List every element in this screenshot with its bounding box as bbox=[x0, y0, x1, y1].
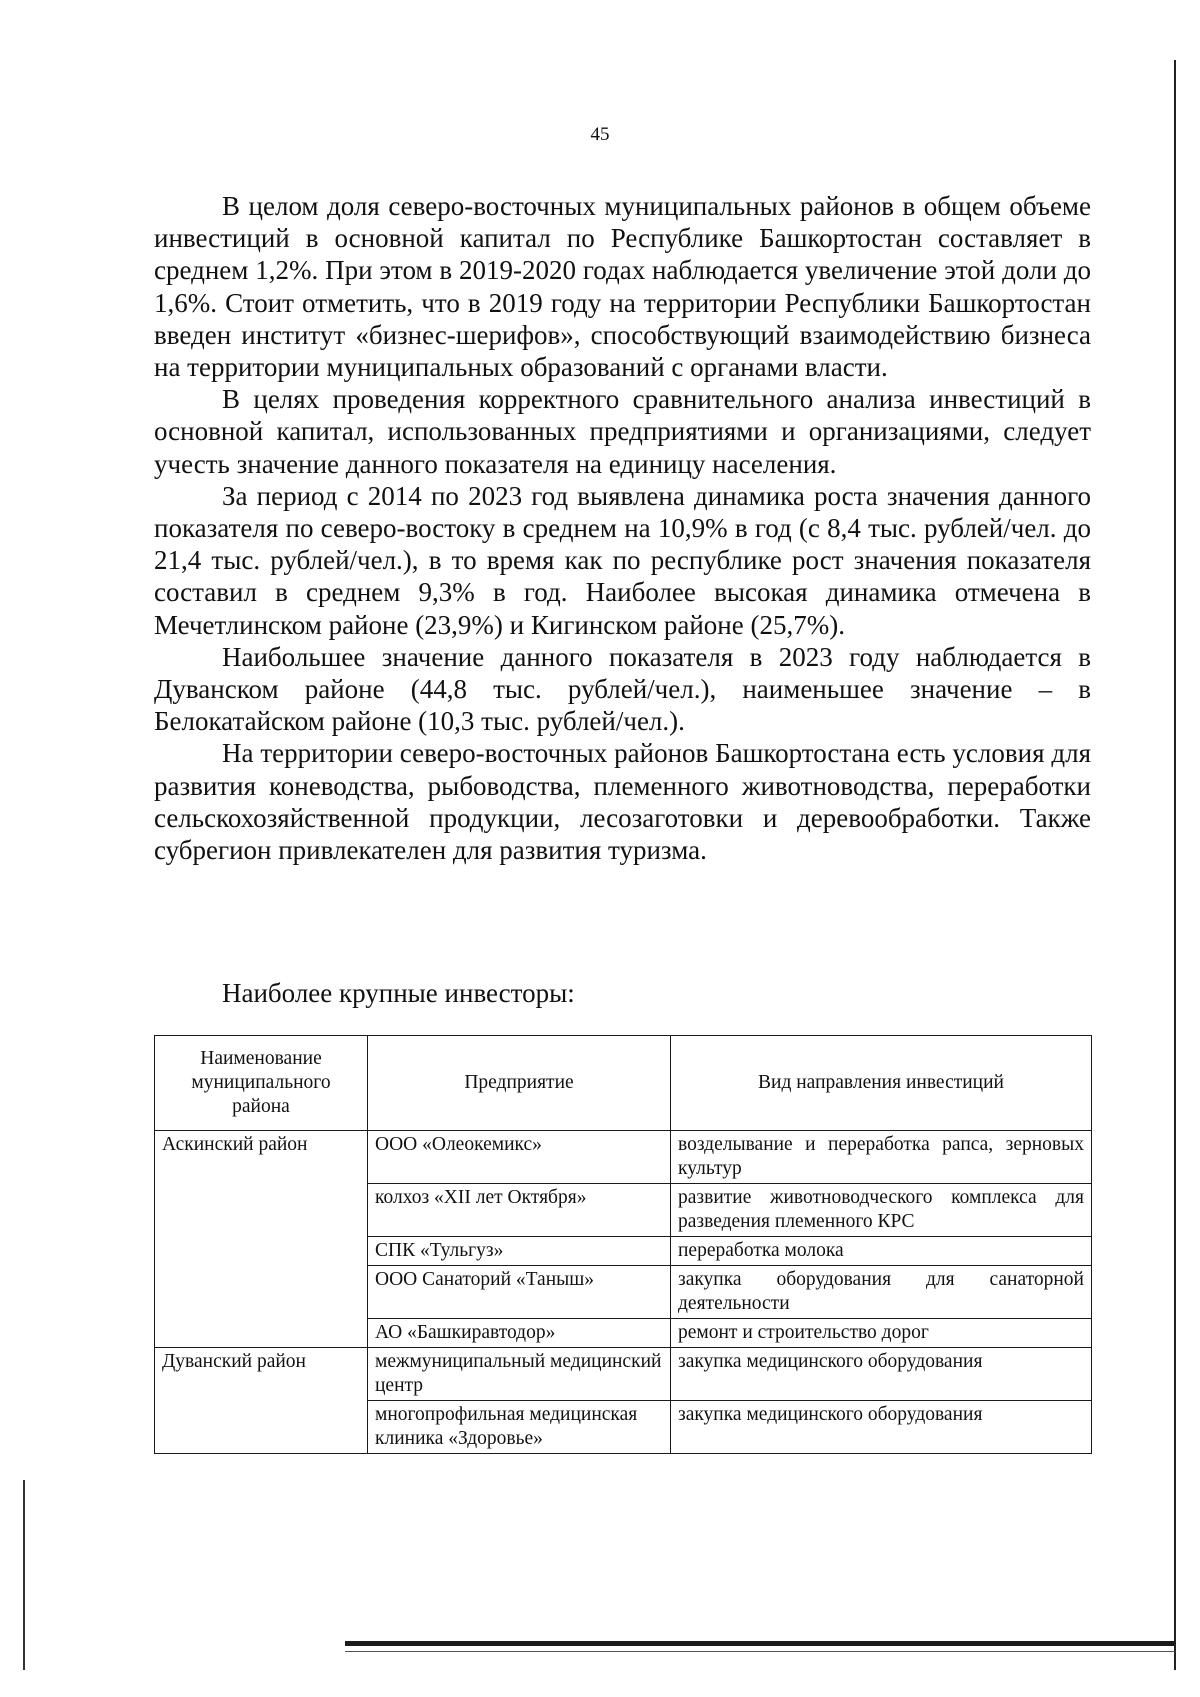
district-cell: Аскинский район bbox=[155, 1131, 368, 1348]
table-row bbox=[155, 1348, 1092, 1401]
paragraph: В целом доля северо-восточных муниципальных районов в общем объеме инвестиций в основной капитал по Республике Башкортостан составляет в среднем 1,2%. При этом в 2019-2020 годах наблюдается увеличение этой доли до 1,6%. Стоит отметить, что в 2019 году на территории Республики Башкортостан введен институт «бизнес-шерифов», способствующий взаимодействию бизнеса на территории муниципальных образований с органами власти. bbox=[154, 191, 1091, 383]
scan-border-right bbox=[1174, 60, 1176, 1670]
district-cell: Дуванский район bbox=[155, 1348, 368, 1454]
activity-cell: ремонт и строительство дорог bbox=[671, 1319, 1092, 1348]
activity-cell: возделывание и переработка рапса, зерновых культур bbox=[671, 1131, 1092, 1184]
table-intro: Наиболее крупные инвесторы: bbox=[222, 978, 575, 1008]
enterprise-cell: АО «Башкиравтодор» bbox=[368, 1319, 671, 1348]
enterprise-cell: ООО «Олеокемикс» bbox=[368, 1131, 671, 1184]
paragraph: За период с 2014 по 2023 год выявлена динамика роста значения данного показателя по северо-востоку в среднем на 10,9% в год (с 8,4 тыс. рублей/чел. до 21,4 тыс. рублей/чел.), в то время как по республике рост значения показателя составил в среднем 9,3% в год. Наиболее высокая динамика отмечена в Мечетлинском районе (23,9%) и Кигинском районе (25,7%). bbox=[154, 480, 1091, 640]
table-row bbox=[155, 1131, 1092, 1184]
investors-table bbox=[154, 1035, 1092, 1454]
enterprise-cell: межмуниципальный медицинский центр bbox=[368, 1348, 671, 1401]
scan-border-bottom bbox=[345, 1641, 1175, 1646]
enterprise-cell: колхоз «XII лет Октября» bbox=[368, 1184, 671, 1237]
paragraph: Наибольшее значение данного показателя в 2023 году наблюдается в Дуванском районе (44,8 тыс. рублей/чел.), наименьшее значение – в Белокатайском районе (10,3 тыс. рублей/чел.). bbox=[154, 641, 1091, 737]
activity-cell: закупка медицинского оборудования bbox=[671, 1401, 1092, 1454]
scan-border-left bbox=[23, 1480, 25, 1670]
paragraph: На территории северо-восточных районов Башкортостана есть условия для развития коневодства, рыбоводства, племенного животноводства, переработки сельскохозяйственной продукции, лесозаготовки и деревообработки. Также субрегион привлекателен для развития туризма. bbox=[154, 738, 1091, 866]
enterprise-cell: многопрофильная медицинская клиника «Здоровье» bbox=[368, 1401, 671, 1454]
page-number: 45 bbox=[590, 124, 610, 145]
header-enterprise: Предприятие bbox=[368, 1036, 671, 1131]
activity-cell: закупка оборудования для санаторной деятельности bbox=[671, 1266, 1092, 1319]
activity-cell: закупка медицинского оборудования bbox=[671, 1348, 1092, 1401]
scan-border-bottom-thin bbox=[345, 1651, 1175, 1652]
enterprise-cell: СПК «Тульгуз» bbox=[368, 1237, 671, 1266]
enterprise-cell: ООО Санаторий «Таныш» bbox=[368, 1266, 671, 1319]
document-body bbox=[154, 190, 1091, 866]
activity-cell: переработка молока bbox=[671, 1237, 1092, 1266]
paragraph: В целях проведения корректного сравнительного анализа инвестиций в основной капитал, использованных предприятиями и организациями, следует учесть значение данного показателя на единицу населения. bbox=[154, 384, 1091, 479]
header-district: Наименование муниципального района bbox=[155, 1036, 368, 1131]
header-activity: Вид направления инвестиций bbox=[671, 1036, 1092, 1131]
activity-cell: развитие животноводческого комплекса для разведения племенного КРС bbox=[671, 1184, 1092, 1237]
table-header-row bbox=[155, 1036, 1092, 1131]
